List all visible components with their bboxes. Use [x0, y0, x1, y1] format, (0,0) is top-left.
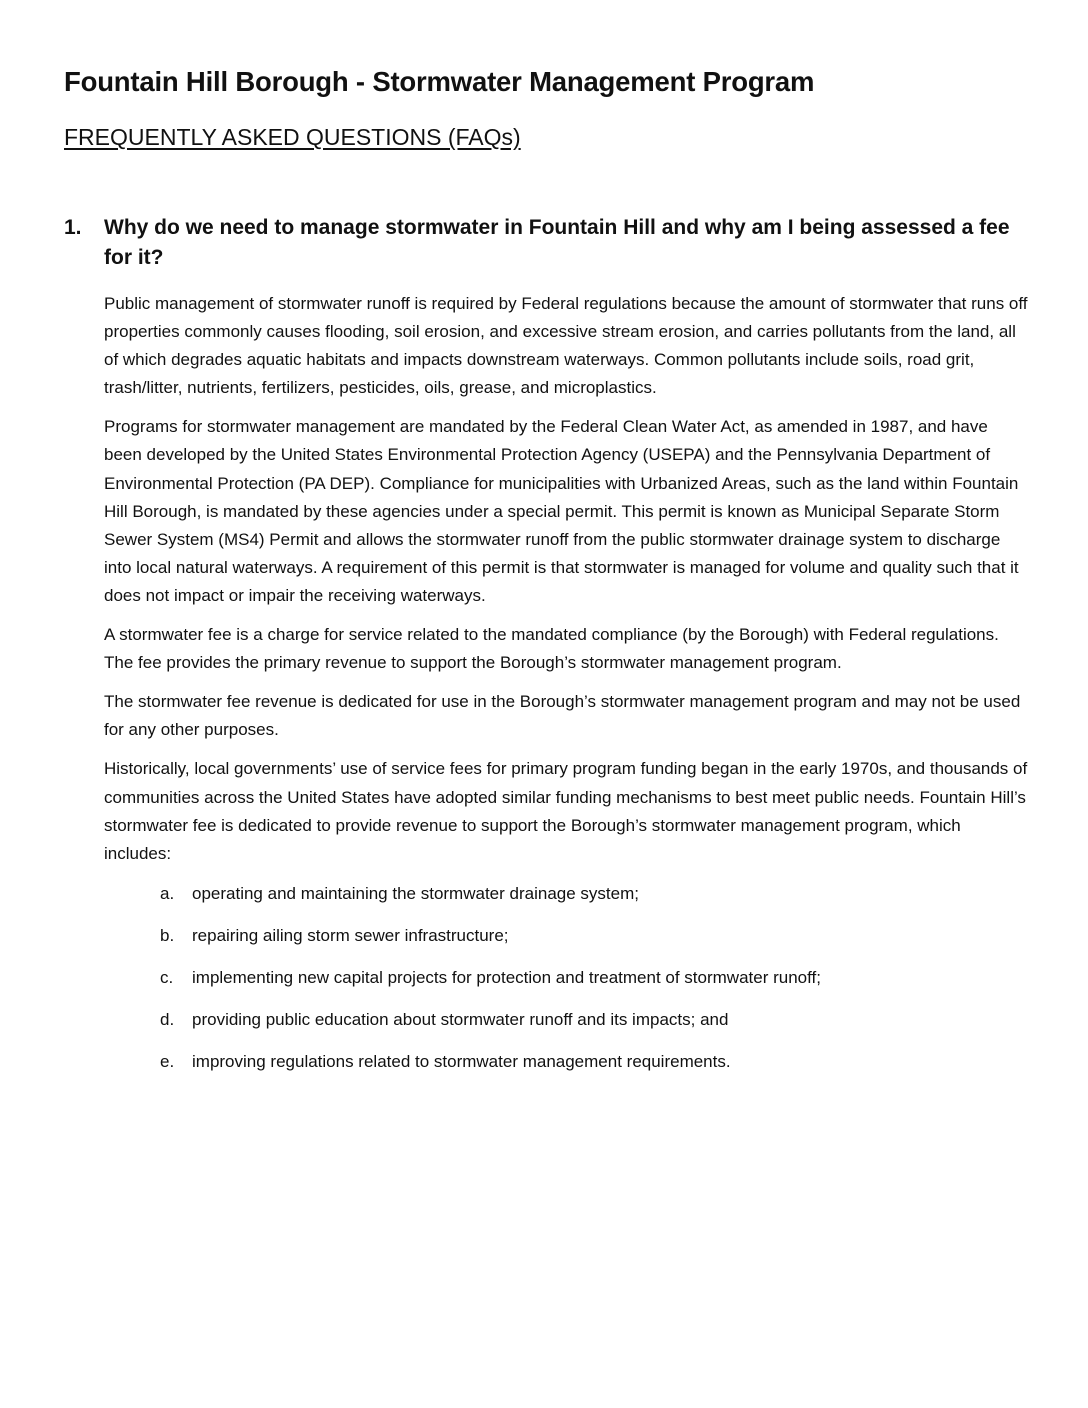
list-marker: d.	[160, 1009, 175, 1029]
faq-question-1	[64, 213, 1024, 273]
list-item	[104, 964, 1028, 992]
list-item-text: improving regulations related to stormwater management requirements.	[192, 1051, 731, 1071]
list-item-text: operating and maintaining the stormwater drainage system;	[192, 883, 639, 903]
list-marker: a.	[160, 883, 175, 903]
list-item	[104, 880, 1028, 908]
list-marker: b.	[160, 925, 175, 945]
program-components-list	[104, 880, 1028, 1076]
answer-paragraph: Programs for stormwater management are mandated by the Federal Clean Water Act, as amended in 1987, and have been developed by the United States Environmental Protection Agency (USEPA) and the Pennsylvania Department of Environmental Protection (PA DEP). Compliance for municipalities with Urbanized Areas, such as the land within Fountain Hill Borough, is mandated by these agencies under a special permit. This permit is known as Municipal Separate Storm Sewer System (MS4) Permit and allows the stormwater runoff from the public stormwater drainage system to discharge into local natural waterways. A requirement of this permit is that stormwater is managed for volume and quality such that it does not impact or impair the receiving waterways.	[104, 417, 1019, 605]
answer-paragraph: Historically, local governments’ use of service fees for primary program funding began in the early 1970s, and thousands of communities across the United States have adopted similar funding mechanisms to best meet public needs. Fountain Hill’s stormwater fee is dedicated to provide revenue to support the Borough’s stormwater management program, which includes:	[104, 759, 1028, 863]
question-text: Why do we need to manage stormwater in Fountain Hill and why am I being assessed a fee for it?	[104, 216, 1010, 269]
list-item	[104, 1048, 1028, 1076]
question-number: 1.	[64, 216, 82, 239]
list-item-text: repairing ailing storm sewer infrastructure;	[192, 925, 509, 945]
document-subtitle: FREQUENTLY ASKED QUESTIONS (FAQs)	[64, 124, 521, 150]
answer-paragraph: The stormwater fee revenue is dedicated for use in the Borough’s stormwater management program and may not be used for any other purposes.	[104, 692, 1021, 740]
list-marker: e.	[160, 1051, 175, 1071]
list-item	[104, 922, 1028, 950]
faq-answer-1	[104, 290, 1028, 1090]
list-item	[104, 1006, 1028, 1034]
list-marker: c.	[160, 967, 174, 987]
document-title: Fountain Hill Borough - Stormwater Management Program	[64, 66, 815, 97]
list-item-text: providing public education about stormwater runoff and its impacts; and	[192, 1009, 729, 1029]
list-item-text: implementing new capital projects for protection and treatment of stormwater runoff;	[192, 967, 821, 987]
answer-paragraph: Public management of stormwater runoff is required by Federal regulations because the amount of stormwater that runs off properties commonly causes flooding, soil erosion, and excessive stream erosion, and carries pollutants from the land, all of which degrades aquatic habitats and impacts downstream waterways. Common pollutants include soils, road grit, trash/litter, nutrients, fertilizers, pesticides, oils, grease, and microplastics.	[104, 294, 1028, 398]
answer-paragraph: A stormwater fee is a charge for service related to the mandated compliance (by the Borough) with Federal regulations. The fee provides the primary revenue to support the Borough’s stormwater management program.	[104, 625, 999, 673]
